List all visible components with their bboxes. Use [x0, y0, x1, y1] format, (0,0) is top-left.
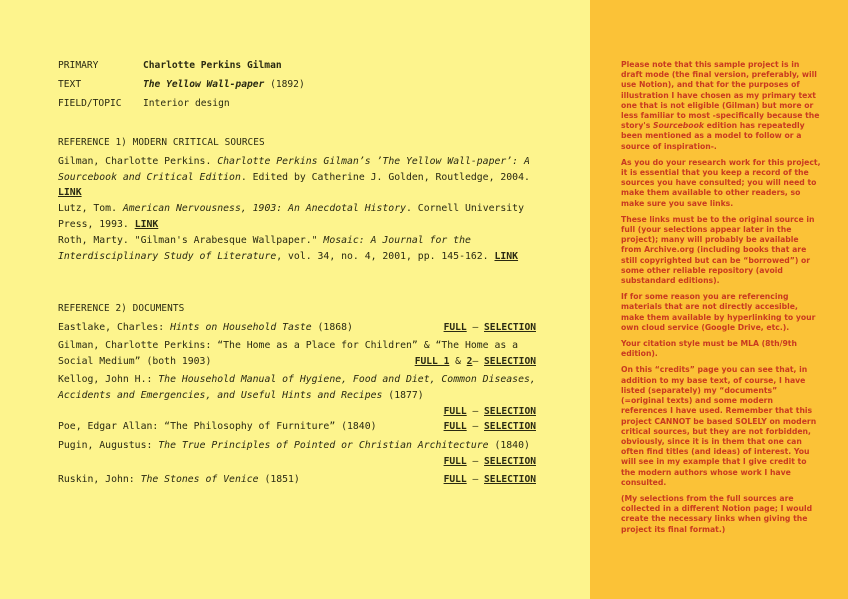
- entry-author: Gilman, Charlotte Perkins.: [58, 156, 218, 167]
- section1-heading: REFERENCE 1) MODERN CRITICAL SOURCES: [58, 137, 265, 148]
- doc-author: Pugin, Augustus:: [58, 440, 159, 451]
- dash: —: [466, 421, 485, 433]
- note-text: Please note that this sample project is in draft mode (the final version, preferably, will use Notion), and that for the purposes of illustration I have chosen as my primary text one that is not eligible (Gilman) but more or less familiar to most -specifically because the story's: [621, 60, 820, 131]
- note-paragraph: On this “credits” page you can see that, in addition to my base text, of course, I have listed (separately) my “documents” (=original texts) and some modern references I have used. Remember that this project CANNOT be based SOLELY on modern critical sources, but they are not forbidden, obviously, since it is in them that one can often find titles (and ideas) of interest. You will see in my example that I give credit to the modern authors whose work I have consulted.: [621, 365, 817, 487]
- selection-link[interactable]: SELECTION: [484, 474, 536, 486]
- doc-title: Hints on Household Taste: [170, 322, 312, 333]
- reference-link[interactable]: LINK: [58, 187, 82, 199]
- text-row: [58, 77, 305, 92]
- doc-links: [444, 404, 536, 420]
- selection-link[interactable]: SELECTION: [484, 356, 536, 368]
- entry-details: . Cornell University Press, 1993.: [58, 203, 524, 230]
- doc-links: [444, 419, 536, 435]
- doc-author: Ruskin, John:: [58, 474, 141, 485]
- dash: —: [466, 322, 485, 334]
- text-label: TEXT: [58, 79, 82, 90]
- entry-details: , vol. 34, no. 4, 2001, pp. 145-162.: [276, 250, 495, 262]
- entry-author: Roth, Marty. "Gilman's Arabesque Wallpaper.": [58, 235, 324, 246]
- entry-details: . Edited by Catherine J. Golden, Routledge, 2004.: [240, 171, 530, 183]
- primary-value: Charlotte Perkins Gilman: [143, 60, 282, 71]
- document-entry: [58, 419, 536, 435]
- document-entry: [58, 472, 536, 488]
- notes-text: [621, 60, 821, 541]
- document-entry: [58, 438, 536, 470]
- note-paragraph: Your citation style must be MLA (8th/9th edition).: [621, 339, 797, 359]
- note-paragraph: These links must be to the original source in full (your selections appear later in the project); many will probably be available from Archive.org (including books that are still copyrighted but can be “borrowed”) or some other reliable repository (avoid substandard editions).: [621, 214, 815, 286]
- note-paragraph: (My selections from the full sources are collected in a different Notion page; I would create the necessary links when giving the project its final format.): [621, 493, 813, 534]
- text-value: [143, 77, 305, 92]
- dash: —: [472, 356, 485, 368]
- doc-author: Poe, Edgar Allan: “The Philosophy of Furniture” (1840): [58, 421, 377, 432]
- entry-title: Charlotte Perkins Gilman’s ’The Yellow Wall-paper’: A Sourcebook and Critical Edition: [58, 156, 530, 183]
- ampersand: &: [449, 356, 467, 368]
- reference-link[interactable]: LINK: [494, 250, 519, 262]
- doc-links: [444, 454, 536, 470]
- note-paragraph: If for some reason you are referencing materials that are not directly accesible, make them available by hyperlinking to your own cloud service (Google Drive, etc.).: [621, 292, 816, 332]
- reference-link[interactable]: LINK: [134, 218, 159, 230]
- note-emphasis: Sourcebook: [652, 121, 704, 131]
- doc-title: The Stones of Venice: [140, 474, 259, 485]
- document-entry: [58, 338, 536, 370]
- full-link-2[interactable]: 2: [466, 356, 473, 368]
- section2-heading: REFERENCE 2) DOCUMENTS: [58, 303, 185, 314]
- doc-links: [444, 320, 536, 336]
- dash: —: [466, 406, 485, 418]
- entry-title: American Nervousness, 1903: An Anecdotal History: [122, 203, 407, 214]
- doc-links: [415, 354, 536, 370]
- field-row: [58, 96, 230, 111]
- primary-row: [58, 58, 282, 73]
- doc-author: Gilman, Charlotte Perkins: “The Home as a Place for Children” & “The Home as a Social Medium” (both 1903): [58, 340, 519, 367]
- full-link[interactable]: FULL: [443, 322, 467, 334]
- doc-title: The True Principles of Pointed or Christian Architecture: [158, 440, 489, 451]
- field-label: FIELD/TOPIC: [58, 98, 122, 109]
- full-link[interactable]: FULL: [443, 406, 467, 418]
- document-entry: [58, 372, 536, 420]
- dash: —: [466, 456, 485, 468]
- document-entry: [58, 320, 536, 336]
- doc-year: (1877): [382, 389, 424, 401]
- reference-entry: [58, 154, 536, 201]
- note-paragraph: As you do your research work for this project, it is essential that you keep a record of the sources you have consulted; you will need to make them available to other readers, so make sure you save links.: [621, 157, 821, 208]
- doc-author: Eastlake, Charles:: [58, 322, 171, 333]
- entry-title: Mosaic: A Journal for the Interdisciplinary Study of Literature: [58, 235, 471, 262]
- dash: —: [466, 474, 485, 486]
- note-paragraph: [621, 60, 821, 152]
- selection-link[interactable]: SELECTION: [484, 421, 536, 433]
- selection-link[interactable]: SELECTION: [484, 406, 536, 418]
- reference-entry: [58, 201, 536, 232]
- doc-year: (1840): [488, 440, 530, 451]
- note-text: edition has repeatedly been mentioned as a model to follow or a source of inspiration-.: [621, 121, 805, 151]
- full-link[interactable]: FULL 1: [414, 356, 450, 368]
- full-link[interactable]: FULL: [443, 421, 467, 433]
- doc-year: (1868): [311, 322, 353, 333]
- primary-label: PRIMARY: [58, 60, 99, 71]
- full-link[interactable]: FULL: [443, 456, 467, 468]
- text-year: (1892): [270, 79, 305, 90]
- doc-links: [444, 472, 536, 488]
- selection-link[interactable]: SELECTION: [484, 456, 536, 468]
- text-title: The Yellow Wall-paper: [143, 79, 265, 90]
- field-value: Interior design: [143, 98, 230, 109]
- selection-link[interactable]: SELECTION: [484, 322, 536, 334]
- reference-entry: [58, 233, 536, 264]
- full-link[interactable]: FULL: [443, 474, 467, 486]
- doc-author: Kellog, John H.:: [58, 374, 159, 385]
- entry-author: Lutz, Tom.: [58, 203, 123, 214]
- doc-title: The Household Manual of Hygiene, Food and Diet, Common Diseases, Accidents and Emergencies, and Useful Hints and Recipes: [58, 374, 536, 401]
- doc-year: (1851): [258, 474, 300, 485]
